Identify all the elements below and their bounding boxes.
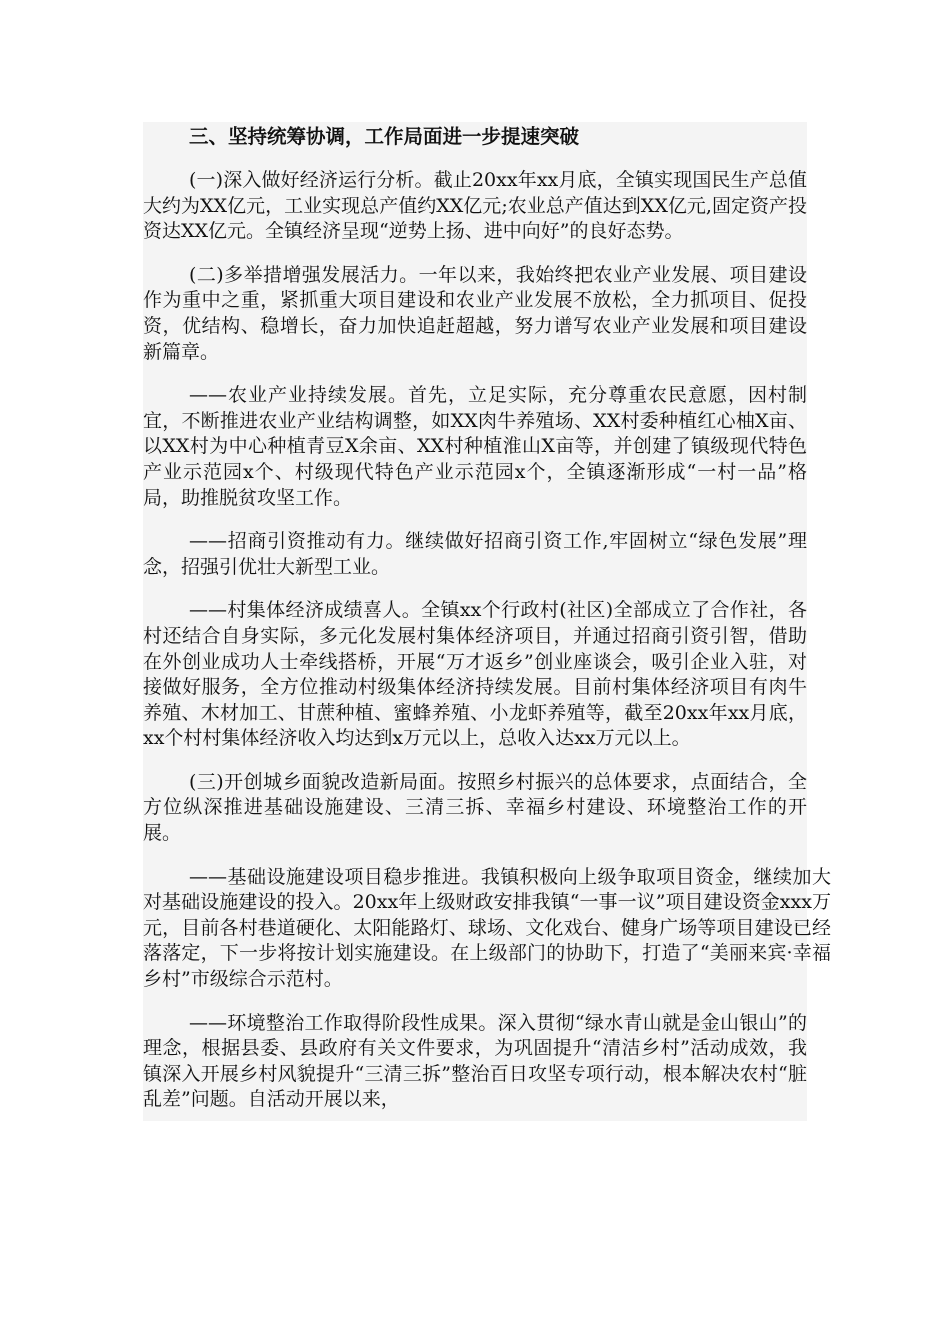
paragraph-development-vitality: (二)多举措增强发展活力。一年以来，我始终把农业产业发展、项目建设作为重中之重，紧抓重大项目建设和农业产业发展不放松，全力抓项目、促投资，优结构、稳增长，奋力加快追赶超越，努力谱写农业产业发展和项目建设新篇章。	[143, 263, 807, 363]
document-body	[143, 122, 831, 1121]
paragraph-agriculture: ——农业产业持续发展。首先，立足实际，充分尊重农民意愿，因村制宜，不断推进农业产业结构调整，如XX肉牛养殖场、XX村委种植红心柚X亩、以XX村为中心种植青豆X余亩、XX村种植淮山X亩等，并创建了镇级现代特色产业示范园x个、村级现代特色产业示范园x个，全镇逐渐形成“一村一品”格局，助推脱贫攻坚工作。	[143, 384, 807, 509]
paragraph-infrastructure: ——基础设施建设项目稳步推进。我镇积极向上级争取项目资金，继续加大对基础设施建设的投入。20xx年上级财政安排我镇“一事一议”项目建设资金xxx万元，目前各村巷道硬化、太阳能路灯、球场、文化戏台、健身广场等项目建设已经落落定，下一步将按计划实施建设。在上级部门的协助下，打造了“美丽来宾·幸福乡村”市级综合示范村。	[143, 865, 831, 991]
paragraph-economic-analysis: (一)深入做好经济运行分析。截止20xx年xx月底，全镇实现国民生产总值大约为XX亿元，工业实现总产值约XX亿元;农业总产值达到XX亿元,固定资产投资达XX亿元。全镇经济呈现“逆势上扬、进中向好”的良好态势。	[143, 169, 807, 243]
paragraph-urban-rural: (三)开创城乡面貌改造新局面。按照乡村振兴的总体要求，点面结合，全方位纵深推进基础设施建设、三清三拆、幸福乡村建设、环境整治工作的开展。	[143, 770, 807, 845]
paragraph-investment: ——招商引资推动有力。继续做好招商引资工作,牢固树立“绿色发展”理念，招强引优壮大新型工业。	[143, 530, 807, 578]
section-heading: 三、坚持统筹协调，工作局面进一步提速突破	[189, 125, 580, 148]
paragraph-collective-economy: ——村集体经济成绩喜人。全镇xx个行政村(社区)全部成立了合作社，各村还结合自身实际，多元化发展村集体经济项目，并通过招商引资引智，借助在外创业成功人士牵线搭桥，开展“万才返乡”创业座谈会，吸引企业入驻，对接做好服务，全方位推动村级集体经济持续发展。目前村集体经济项目有肉牛养殖、木材加工、甘蔗种植、蜜蜂养殖、小龙虾养殖等，截至20xx年xx月底，xx个村村集体经济收入均达到x万元以上，总收入达xx万元以上。	[143, 599, 807, 750]
paragraph-environment: ——环境整治工作取得阶段性成果。深入贯彻“绿水青山就是金山银山”的理念，根据县委、县政府有关文件要求，为巩固提升“清洁乡村”活动成效，我镇深入开展乡村风貌提升“三清三拆”整治百日攻坚专项行动，根本解决农村“脏乱差”问题。自活动开展以来，	[143, 1011, 807, 1111]
